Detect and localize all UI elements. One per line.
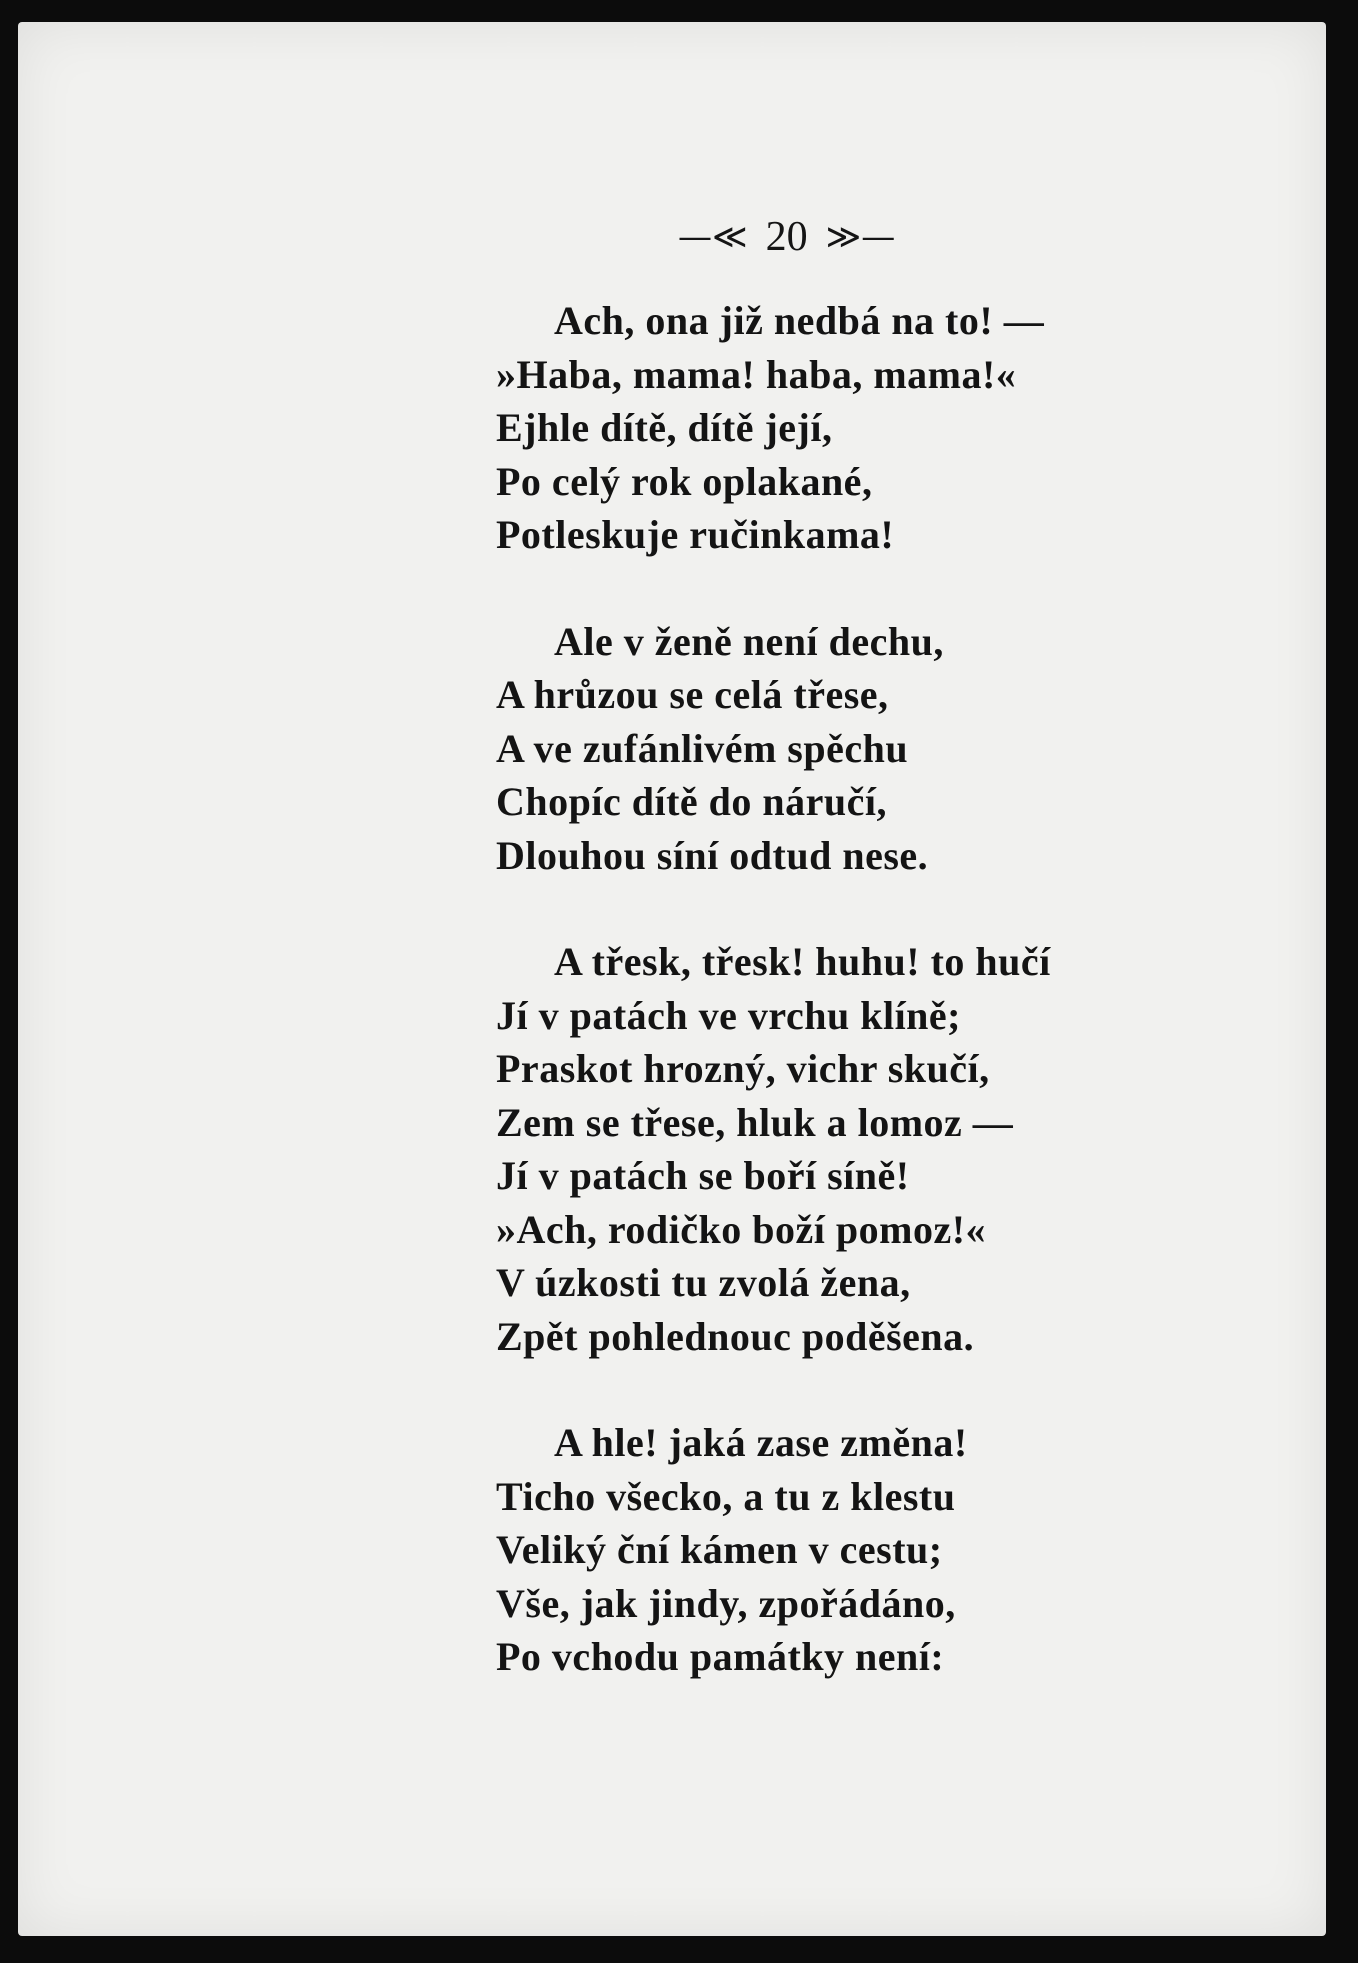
poem-line: »Haba, mama! haba, mama!« — [496, 351, 1017, 397]
poem-line: A hle! jaká zase změna! — [554, 1420, 968, 1465]
poem-line: Ejhle dítě, dítě její, — [496, 405, 833, 450]
poem-line: Ale v ženě není dechu, — [554, 618, 944, 664]
poem-line: Chopíc dítě do náručí, — [496, 779, 888, 824]
poem-line: Vše, jak jindy, zpořádáno, — [496, 1580, 956, 1626]
poem-line: Ach, ona již nedbá na to! — — [554, 298, 1045, 343]
poem-line: Jí v patách se boří síně! — [496, 1153, 910, 1198]
poem-line: A třesk, třesk! huhu! to hučí — [554, 939, 1051, 984]
poem-line: A hrůzou se celá třese, — [496, 672, 889, 717]
poem-line: »Ach, rodičko boží pomoz!« — [496, 1206, 987, 1252]
poem-line: Po celý rok oplakané, — [496, 458, 873, 504]
poem-line: Po vchodu památky není: — [496, 1634, 945, 1679]
poem-line: A ve zufánlivém spěchu — [496, 725, 909, 771]
poem-line: Potleskuje ručinkama! — [496, 512, 895, 557]
stanza-1 — [496, 294, 1276, 562]
poem-line: Ticho všecko, a tu z klestu — [496, 1473, 956, 1519]
stanza-3 — [496, 935, 1276, 1363]
ornament-right-icon: ≫— — [825, 217, 896, 257]
poem-line: Zem se třese, hluk a lomoz — — [496, 1099, 1014, 1145]
ornament-left-icon: —≪ — [678, 217, 748, 257]
poem-line: Veliký ční kámen v cestu; — [496, 1527, 943, 1572]
poem-line: Dlouhou síní odtud nese. — [496, 832, 929, 878]
poem-line: V úzkosti tu zvolá žena, — [496, 1260, 911, 1305]
poem-line: Jí v patách ve vrchu klíně; — [496, 992, 962, 1038]
poem-line: Zpět pohlednouc poděšena. — [496, 1313, 975, 1359]
book-page — [18, 22, 1326, 1936]
page-number: 20 — [765, 214, 808, 260]
poem-body — [496, 294, 1276, 1737]
stanza-2 — [496, 615, 1276, 883]
stanza-4 — [496, 1416, 1276, 1684]
page-header — [678, 207, 978, 267]
poem-line: Praskot hrozný, vichr skučí, — [496, 1046, 990, 1091]
